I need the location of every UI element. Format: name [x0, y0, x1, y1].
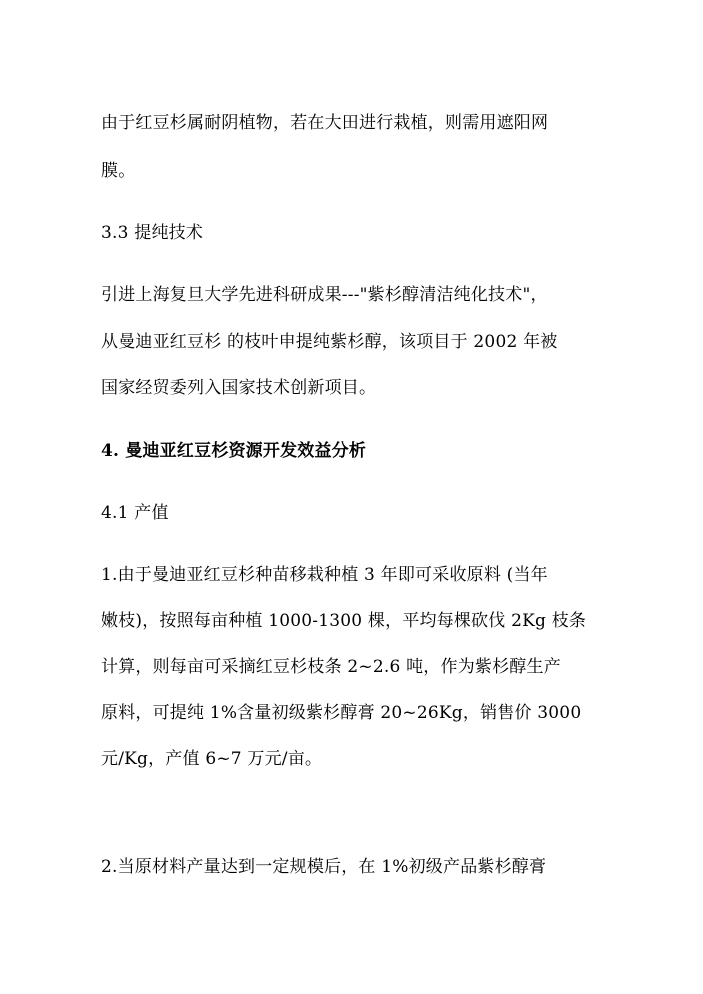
heading-4: 4. 曼迪亚红豆杉资源开发效益分析 — [101, 441, 367, 461]
paragraph-output-line-3: 计算，则每亩可采摘红豆杉枝条 2~2.6 吨，作为紫杉醇生产 — [101, 657, 561, 677]
paragraph-output-line-4: 原料，可提纯 1%含量初级紫杉醇膏 20~26Kg，销售价 3000 — [101, 703, 582, 723]
paragraph-purification-line-3: 国家经贸委列入国家技术创新项目。 — [101, 378, 377, 398]
paragraph-output-line-5: 元/Kg，产值 6~7 万元/亩。 — [101, 749, 323, 769]
paragraph-scale-line-1: 2.当原材料产量达到一定规模后，在 1%初级产品紫杉醇膏 — [101, 857, 547, 877]
heading-3-3: 3.3 提纯技术 — [101, 223, 204, 243]
paragraph-purification-line-2: 从曼迪亚红豆杉 的枝叶申提纯紫杉醇，该项目于 2002 年被 — [101, 332, 558, 352]
paragraph-shade-line-2: 膜。 — [101, 161, 136, 181]
paragraph-output-line-2: 嫩枝)，按照每亩种植 1000-1300 棵，平均每棵砍伐 2Kg 枝条 — [101, 611, 587, 631]
paragraph-output-line-1: 1.由于曼迪亚红豆杉种苗移栽种植 3 年即可采收原料 (当年 — [101, 565, 548, 585]
paragraph-shade-line-1: 由于红豆杉属耐阴植物，若在大田进行栽植，则需用遮阳网 — [101, 113, 549, 133]
heading-4-1: 4.1 产值 — [101, 503, 169, 523]
paragraph-purification-line-1: 引进上海复旦大学先进科研成果---"紫杉醇清洁纯化技术"， — [101, 285, 548, 305]
